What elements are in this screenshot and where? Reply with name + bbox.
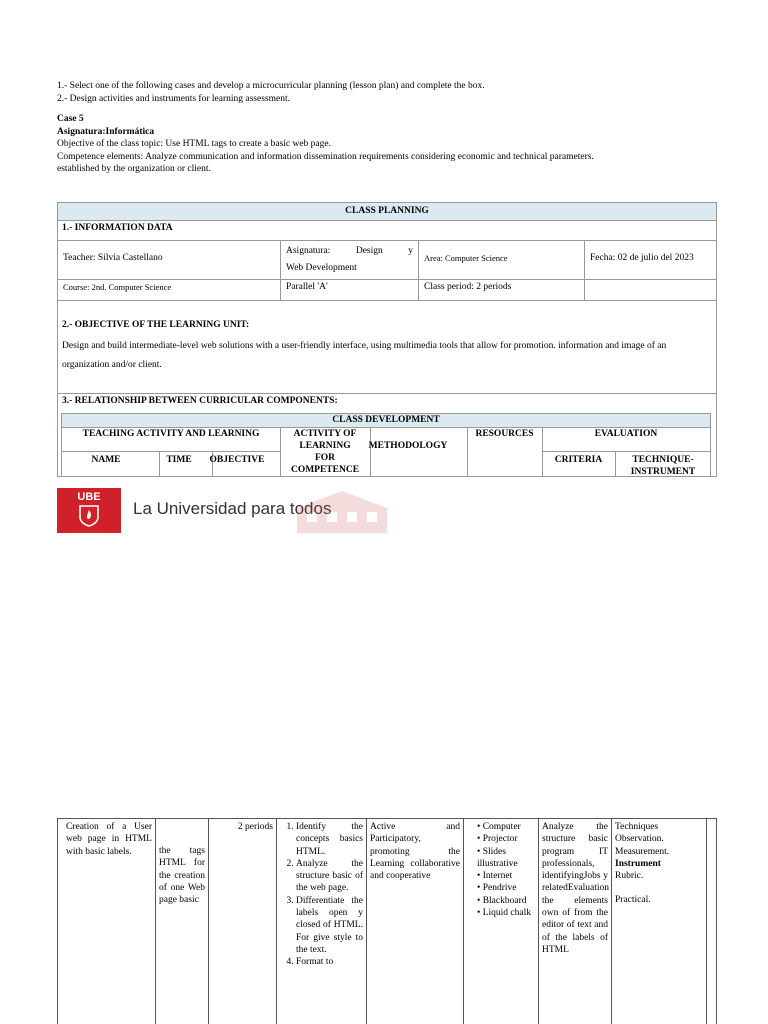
instrument-label: Instrument bbox=[615, 858, 661, 869]
information-data-heading: 1.- INFORMATION DATA bbox=[62, 223, 173, 233]
activity-learning-header: ACTIVITY OF LEARNING bbox=[293, 429, 357, 451]
activity-item: 4. Format to bbox=[296, 956, 363, 968]
area-cell: Area: Computer Science bbox=[418, 241, 584, 280]
course-cell: Course: 2nd. Computer Science bbox=[63, 282, 172, 292]
asignatura-value: Web Development bbox=[286, 263, 357, 273]
objective-text: Design and build intermediate-level web solutions with a user-friendly interface, using multimedia tools that allow for promotion. information and image of an organization and/or client. bbox=[62, 341, 667, 370]
class-objective: Objective of the class topic: Use HTML tags to create a basic web page. bbox=[57, 139, 331, 149]
asignatura-label-b: Design bbox=[355, 246, 383, 256]
asignatura-label-a: Asignatura: bbox=[286, 246, 331, 256]
objective-header: OBJECTIVE bbox=[209, 455, 265, 465]
resource-item: • Liquid chalk bbox=[477, 907, 535, 919]
period-cell: Class period: 2 periods bbox=[418, 280, 584, 300]
lesson-criteria: Analyze the structure basic program IT professionals, identifyingJobs y relatedEvaluation the elements own of from the editor of text and of the labels of HTML bbox=[538, 819, 611, 1024]
methodology-header: METHODOLOGY bbox=[368, 441, 448, 451]
lesson-methodology: Active and Participatory, promoting the Learning collaborative and cooperative bbox=[366, 819, 463, 1024]
competence-elements: Competence elements: Analyze communication and information dissemination requirements considering economic and technical parameters. bbox=[57, 151, 594, 162]
instruction-1: 1.- Select one of the following cases and develop a microcurricular planning (lesson plan) and complete the box. bbox=[57, 81, 485, 91]
asignatura-label: Asignatura:Informática bbox=[57, 126, 155, 137]
university-logo-banner bbox=[57, 488, 397, 533]
parallel-cell: Parallel 'A' bbox=[280, 280, 418, 300]
lesson-tags-objective: the tags HTML for the creation of one Web page basic bbox=[155, 819, 208, 1024]
class-development-header: CLASS DEVELOPMENT bbox=[62, 414, 710, 428]
instruction-2: 2.- Design activities and instruments for learning assessment. bbox=[57, 93, 290, 104]
name-header: NAME bbox=[91, 455, 121, 465]
lesson-resources bbox=[463, 819, 538, 1024]
lesson-time: 2 periods bbox=[208, 819, 276, 1024]
class-development-table bbox=[61, 413, 711, 477]
instrument-text: Rubric. bbox=[615, 871, 644, 882]
resource-item: • Internet bbox=[477, 870, 535, 882]
competence-established: established by the organization or client. bbox=[57, 164, 211, 174]
instructions bbox=[57, 80, 717, 176]
info-row-2 bbox=[58, 279, 716, 301]
criteria-header: CRITERIA bbox=[554, 455, 603, 465]
lesson-activities bbox=[276, 819, 366, 1024]
teaching-activity-header: TEACHING ACTIVITY AND LEARNING bbox=[82, 429, 260, 439]
university-tagline: La Universidad para todos bbox=[133, 499, 332, 518]
asignatura-label-c: y bbox=[408, 246, 413, 256]
case-label: Case 5 bbox=[57, 114, 84, 124]
ube-label: UBE bbox=[77, 491, 101, 503]
resource-item: • Pendrive bbox=[477, 882, 535, 894]
class-planning-title: CLASS PLANNING bbox=[58, 203, 716, 221]
resources-header: RESOURCES bbox=[475, 429, 534, 439]
activity-item: 3. Differentiate the labels open y closed of HTML. For give style to the text. bbox=[296, 895, 363, 956]
lesson-technique bbox=[611, 819, 706, 1024]
resource-item: • Projector bbox=[477, 833, 535, 845]
evaluation-header: EVALUATION bbox=[594, 429, 658, 439]
for-competence-header: FOR COMPETENCE bbox=[290, 453, 360, 475]
teacher-cell: Teacher: Silvia Castellano bbox=[63, 253, 163, 263]
class-planning-table bbox=[57, 202, 717, 477]
lesson-empty-col bbox=[706, 819, 716, 1024]
lesson-name: Creation of a User web page in HTML with basic labels. bbox=[66, 822, 152, 857]
empty-cell bbox=[584, 280, 716, 300]
resource-item: • Blackboard bbox=[477, 895, 535, 907]
resource-item: • Slides illustrative bbox=[477, 846, 535, 871]
technique-text: Techniques Observation. Measurement. bbox=[615, 822, 670, 857]
fecha-cell: Fecha: 02 de julio del 2023 bbox=[584, 241, 716, 280]
asignatura-cell bbox=[280, 241, 418, 280]
resource-item: • Computer bbox=[477, 821, 535, 833]
ube-logo bbox=[57, 488, 121, 533]
time-header: TIME bbox=[166, 455, 192, 465]
curricular-components-heading: 3.- RELATIONSHIP BETWEEN CURRICULAR COMPONENTS: bbox=[62, 396, 338, 406]
lesson-row-table bbox=[57, 818, 717, 1024]
shield-icon bbox=[79, 505, 99, 527]
info-row-1 bbox=[58, 240, 716, 280]
objective-heading: 2.- OBJECTIVE OF THE LEARNING UNIT: bbox=[62, 320, 250, 330]
building-icon bbox=[292, 488, 392, 533]
activity-item: 1. Identify the concepts basics HTML. bbox=[296, 821, 363, 858]
activity-item: 2. Analyze the structure basic of the web page. bbox=[296, 858, 363, 895]
practical-text: Practical. bbox=[615, 895, 651, 906]
technique-instrument-header: TECHNIQUE-INSTRUMENT bbox=[630, 455, 696, 477]
